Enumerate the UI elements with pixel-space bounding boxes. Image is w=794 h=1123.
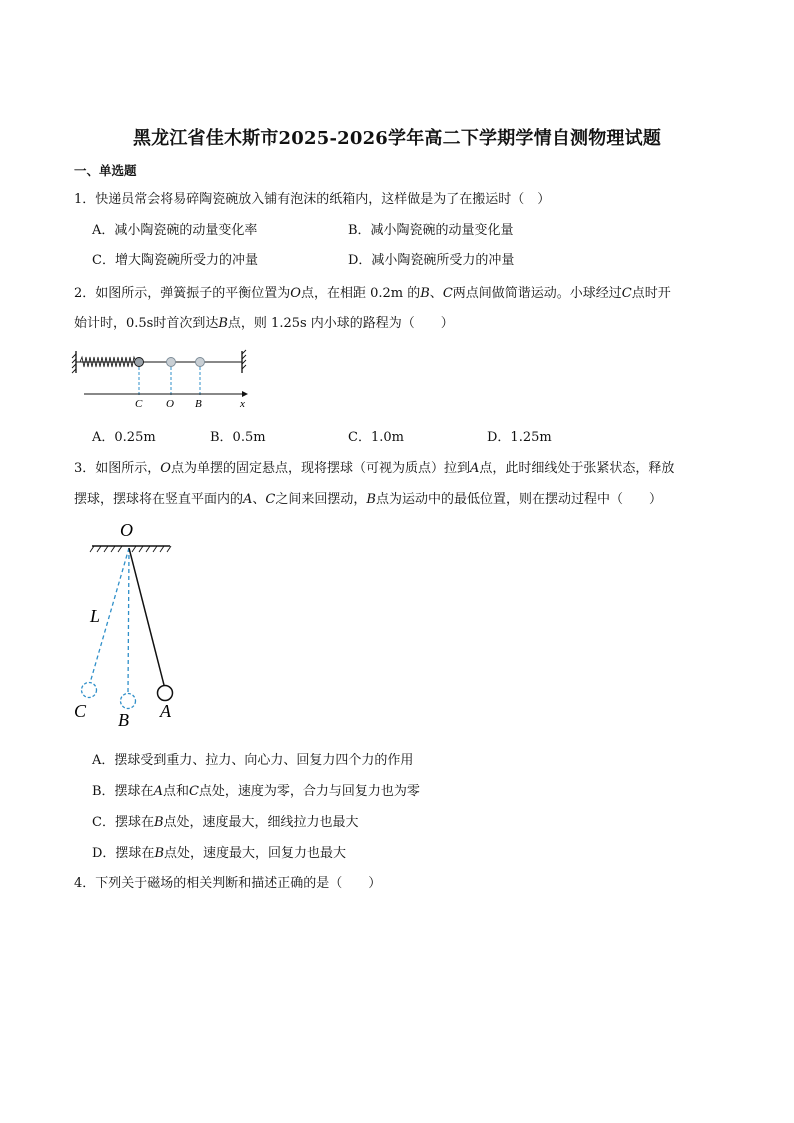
ball-at-a xyxy=(158,686,173,701)
q1-option-b: B．减小陶瓷碗的动量变化量 xyxy=(348,223,514,238)
pendulum-figure xyxy=(70,518,190,733)
ball-at-c xyxy=(135,358,144,367)
q2-option-c: C．1.0m xyxy=(348,430,404,445)
question-2-stem-line2: 始计时，0.5s时首次到达B点，则 1.25s 内小球的路程为（ ） xyxy=(74,316,454,331)
q2-option-d: D．1.25m xyxy=(487,430,552,445)
ball-at-b xyxy=(196,358,205,367)
q1-option-a: A．减小陶瓷碗的动量变化率 xyxy=(92,223,258,238)
label-o: O xyxy=(166,398,174,410)
question-3-stem-line2: 摆球，摆球将在竖直平面内的A、C之间来回摆动，B点为运动中的最低位置，则在摆动过程中（ ） xyxy=(74,492,662,507)
q1-option-c: C．增大陶瓷碗所受力的冲量 xyxy=(92,253,258,268)
q3-option-c: C．摆球在B点处，速度最大，细线拉力也最大 xyxy=(92,815,359,830)
label-b: B xyxy=(195,398,202,410)
string-to-a xyxy=(129,548,164,685)
q1-option-d: D．减小陶瓷碗所受力的冲量 xyxy=(348,253,515,268)
question-3-stem-line1: 3．如图所示，O点为单摆的固定悬点，现将摆球（可视为质点）拉到A点，此时细线处于张紧状态，释放 xyxy=(74,461,675,476)
question-1-stem: 1．快递员常会将易碎陶瓷碗放入铺有泡沫的纸箱内，这样做是为了在搬运时（ ） xyxy=(74,192,551,207)
spring-oscillator-figure xyxy=(70,345,260,411)
label-b: B xyxy=(118,710,129,730)
label-c: C xyxy=(74,701,87,721)
ball-at-c xyxy=(82,683,97,698)
x-axis-arrow xyxy=(242,391,248,397)
q3-option-a: A．摆球受到重力、拉力、向心力、回复力四个力的作用 xyxy=(92,753,414,768)
q2-option-b: B．0.5m xyxy=(210,430,266,445)
question-4-stem: 4．下列关于磁场的相关判断和描述正确的是（ ） xyxy=(74,876,382,891)
section-heading: 一、单选题 xyxy=(74,163,137,178)
label-c: C xyxy=(135,398,143,410)
ball-at-o xyxy=(167,358,176,367)
question-2-stem-line1: 2．如图所示，弹簧振子的平衡位置为O点，在相距 0.2m 的B、C两点间做简谐运动。小球经过C点时开 xyxy=(74,286,671,301)
page-title: 黑龙江省佳木斯市2025-2026学年高二下学期学情自测物理试题 xyxy=(132,128,662,149)
q3-option-d: D．摆球在B点处，速度最大，回复力也最大 xyxy=(92,846,347,861)
label-x: x xyxy=(240,398,245,410)
q3-option-b: B．摆球在A点和C点处，速度为零，合力与回复力也为零 xyxy=(92,784,420,799)
label-l: L xyxy=(90,606,101,626)
label-a: A xyxy=(160,701,171,721)
ball-at-b xyxy=(121,694,136,709)
q2-option-a: A．0.25m xyxy=(92,430,156,445)
string-to-b xyxy=(128,548,129,693)
label-o: O xyxy=(120,520,133,540)
